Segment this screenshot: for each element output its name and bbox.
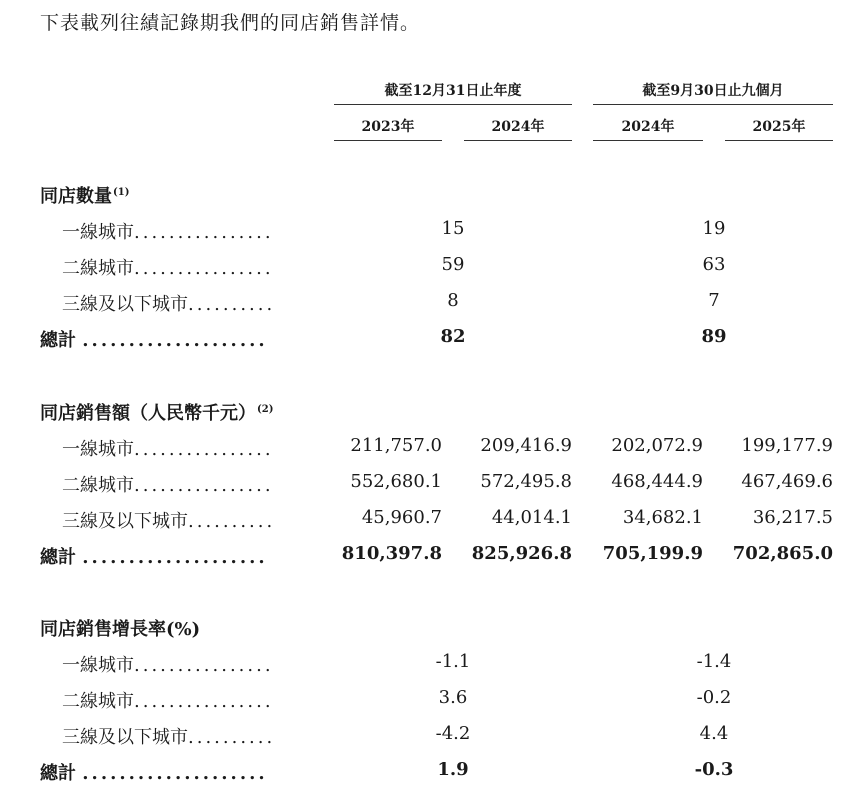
row-label-text: 一線城市 bbox=[62, 222, 134, 243]
count-total-nine: 89 bbox=[701, 326, 727, 347]
count-total-year: 82 bbox=[440, 326, 466, 347]
count-tier3-year: 8 bbox=[447, 290, 459, 311]
leader-dots: ................ bbox=[134, 258, 274, 279]
leader-dots: .......... bbox=[188, 511, 276, 532]
sales-tier2-2024: 572,495.8 bbox=[480, 471, 572, 492]
sales-tier1-2024: 209,416.9 bbox=[480, 435, 572, 456]
sales-tier1-2023: 211,757.0 bbox=[350, 435, 442, 456]
growth-tier3-nine: 4.4 bbox=[699, 723, 729, 744]
growth-tier2-nine: -0.2 bbox=[696, 687, 732, 708]
row-label-growth-tier1 bbox=[62, 651, 332, 677]
row-label-growth-tier2 bbox=[62, 687, 332, 713]
row-label-text: 二線城市 bbox=[62, 691, 134, 712]
sales-tier3-2024-nine: 34,682.1 bbox=[622, 507, 703, 528]
sales-tier3-2023: 45,960.7 bbox=[361, 507, 442, 528]
section-title-store-count-text: 同店數量 bbox=[40, 186, 112, 207]
row-label-sales-tier3 bbox=[62, 507, 332, 533]
year-header-2024-nine: 2024年 bbox=[593, 116, 703, 141]
row-label-text: 總計 bbox=[40, 330, 76, 351]
row-label-text: 二線城市 bbox=[62, 475, 134, 496]
count-tier2-nine: 63 bbox=[702, 254, 726, 275]
count-tier1-nine: 19 bbox=[702, 218, 726, 239]
sales-tier1-2024-nine: 202,072.9 bbox=[611, 435, 703, 456]
row-label-count-tier1 bbox=[62, 218, 332, 244]
count-tier1-year: 15 bbox=[441, 218, 465, 239]
leader-dots: ................ bbox=[134, 655, 274, 676]
row-label-growth-tier3 bbox=[62, 723, 332, 749]
leader-dots: .......... bbox=[188, 727, 276, 748]
section-title-growth-text: 同店銷售增長率(%) bbox=[40, 619, 201, 640]
growth-total-year: 1.9 bbox=[437, 759, 469, 780]
growth-tier3-year: -4.2 bbox=[435, 723, 471, 744]
sales-tier2-2025-nine: 467,469.6 bbox=[741, 471, 833, 492]
sales-tier3-2024: 44,014.1 bbox=[491, 507, 572, 528]
row-label-text: 一線城市 bbox=[62, 655, 134, 676]
row-label-text: 三線及以下城市 bbox=[62, 511, 188, 532]
growth-tier1-nine: -1.4 bbox=[696, 651, 732, 672]
leader-dots: ................ bbox=[134, 475, 274, 496]
sales-total-2024: 825,926.8 bbox=[471, 543, 572, 564]
sales-tier3-2025-nine: 36,217.5 bbox=[752, 507, 833, 528]
count-tier3-nine: 7 bbox=[708, 290, 720, 311]
row-label-count-tier3 bbox=[62, 290, 332, 316]
growth-tier1-year: -1.1 bbox=[435, 651, 471, 672]
row-label-text: 總計 bbox=[40, 763, 76, 784]
row-label-text: 總計 bbox=[40, 547, 76, 568]
footnote-marker-2: (2) bbox=[257, 404, 274, 415]
period-header-year: 截至12月31日止年度 bbox=[334, 80, 572, 105]
row-label-sales-tier2 bbox=[62, 471, 332, 497]
leader-dots: ................ bbox=[134, 439, 274, 460]
count-tier2-year: 59 bbox=[441, 254, 465, 275]
row-label-growth-total bbox=[40, 759, 310, 785]
row-label-count-tier2 bbox=[62, 254, 332, 280]
year-header-2024-full: 2024年 bbox=[464, 116, 572, 141]
section-title-growth bbox=[40, 615, 200, 641]
sales-total-2025-nine: 702,865.0 bbox=[732, 543, 833, 564]
section-title-sales bbox=[40, 399, 273, 425]
leader-dots: ................ bbox=[134, 222, 274, 243]
leader-dots: .................... bbox=[82, 330, 268, 351]
intro-text: 下表載列往績記錄期我們的同店銷售詳情。 bbox=[40, 12, 421, 34]
sales-tier2-2024-nine: 468,444.9 bbox=[611, 471, 703, 492]
growth-total-nine: -0.3 bbox=[694, 759, 734, 780]
sales-tier1-2025-nine: 199,177.9 bbox=[741, 435, 833, 456]
leader-dots: .......... bbox=[188, 294, 276, 315]
sales-total-2023: 810,397.8 bbox=[341, 543, 442, 564]
row-label-sales-total bbox=[40, 543, 310, 569]
year-header-2025-nine: 2025年 bbox=[725, 116, 833, 141]
row-label-sales-tier1 bbox=[62, 435, 332, 461]
row-label-text: 二線城市 bbox=[62, 258, 134, 279]
section-title-store-count bbox=[40, 182, 129, 208]
year-header-2023: 2023年 bbox=[334, 116, 442, 141]
row-label-text: 一線城市 bbox=[62, 439, 134, 460]
sales-tier2-2023: 552,680.1 bbox=[350, 471, 442, 492]
section-title-sales-text: 同店銷售額（人民幣千元） bbox=[40, 403, 256, 424]
leader-dots: .................... bbox=[82, 763, 268, 784]
row-label-text: 三線及以下城市 bbox=[62, 294, 188, 315]
leader-dots: .................... bbox=[82, 547, 268, 568]
row-label-text: 三線及以下城市 bbox=[62, 727, 188, 748]
footnote-marker-1: (1) bbox=[113, 187, 130, 198]
sales-total-2024-nine: 705,199.9 bbox=[602, 543, 703, 564]
row-label-count-total bbox=[40, 326, 310, 352]
leader-dots: ................ bbox=[134, 691, 274, 712]
growth-tier2-year: 3.6 bbox=[438, 687, 468, 708]
period-header-nine-months: 截至9月30日止九個月 bbox=[593, 80, 833, 105]
